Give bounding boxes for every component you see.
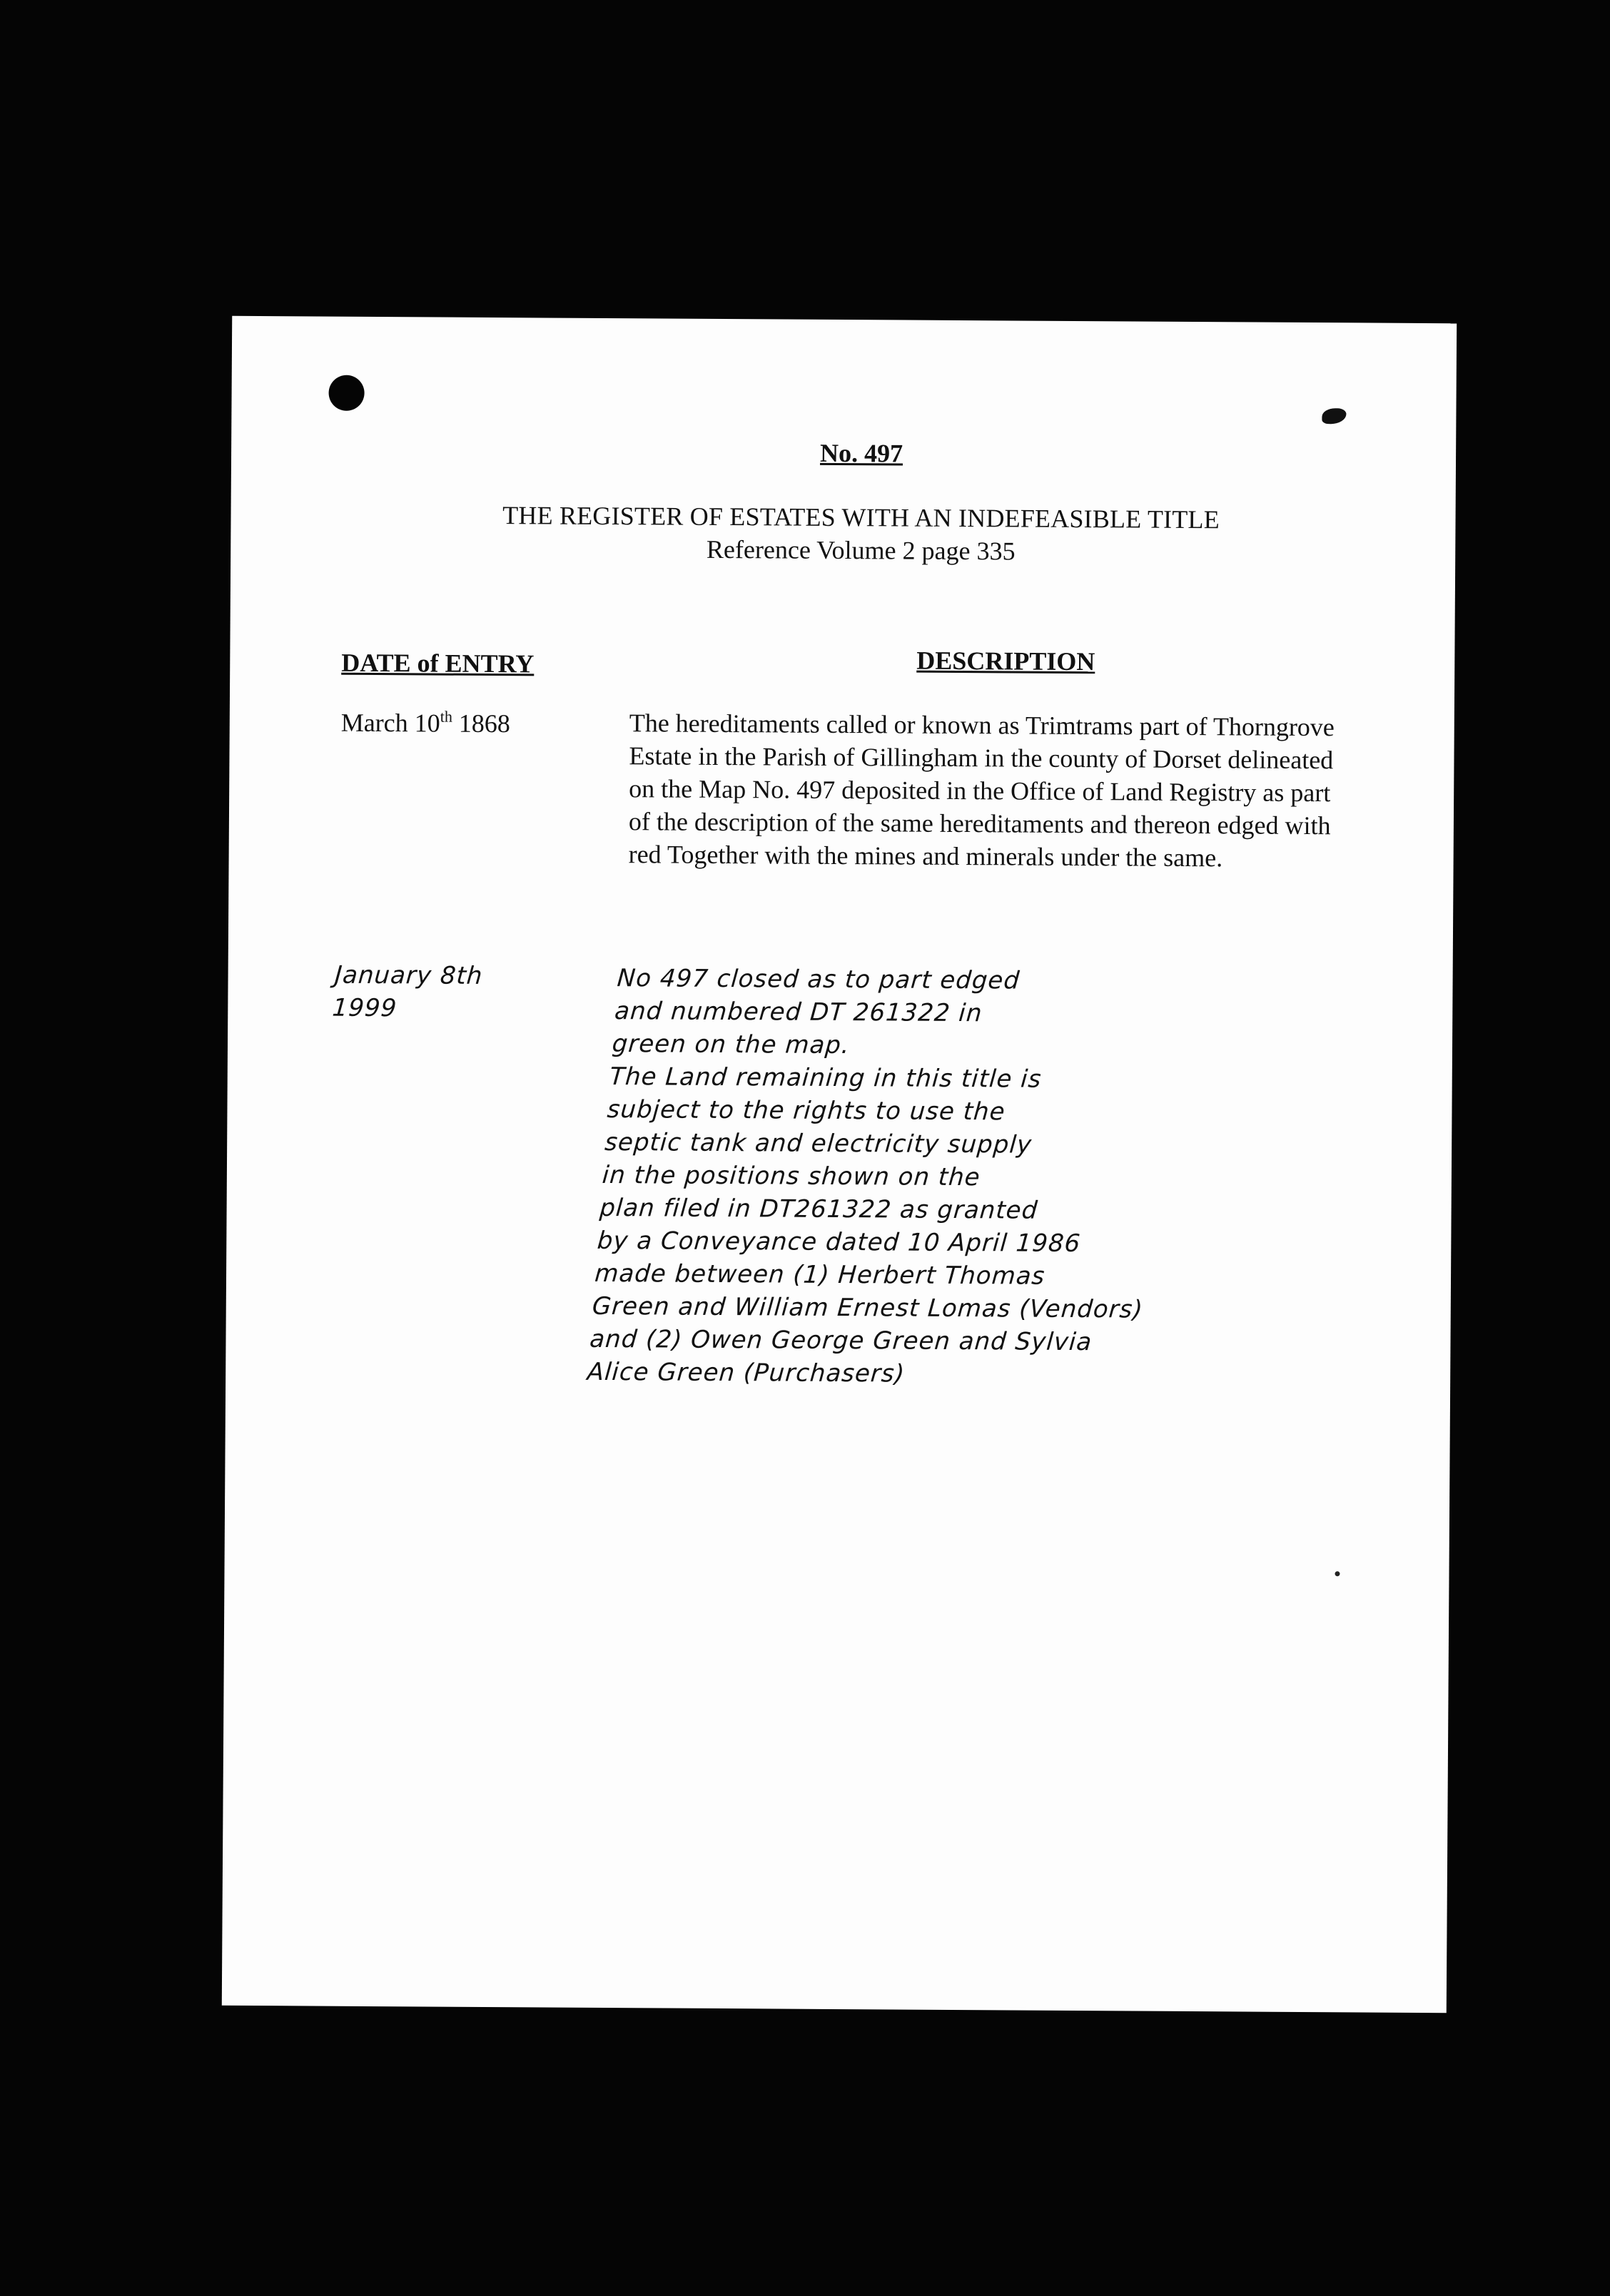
entry-date-suffix: th <box>440 707 452 726</box>
paper-speck <box>1335 1571 1340 1576</box>
handwritten-line: subject to the rights to use the <box>606 1095 1007 1127</box>
description-header: DESCRIPTION <box>916 646 1095 676</box>
handwritten-date-line: January 8th <box>333 960 484 990</box>
punch-hole <box>328 375 364 411</box>
handwritten-line: Alice Green (Purchasers) <box>586 1357 906 1388</box>
register-title: THE REGISTER OF ESTATES WITH AN INDEFEASIBLE TITLE <box>502 501 1220 534</box>
handwritten-note <box>586 962 1417 1393</box>
handwritten-line: in the positions shown on the <box>601 1160 982 1192</box>
handwritten-line: green on the map. <box>611 1030 851 1060</box>
handwritten-line: plan filed in DT261322 as granted <box>598 1193 1039 1225</box>
handwritten-line: made between (1) Herbert Thomas <box>593 1259 1046 1291</box>
handwritten-line: and numbered DT 261322 in <box>613 997 984 1028</box>
date-of-entry-header: DATE of ENTRY <box>341 648 535 679</box>
handwritten-line: Green and William Ernest Lomas (Vendors) <box>591 1291 1145 1324</box>
handwritten-line: and (2) Owen George Green and Sylvia <box>588 1324 1093 1357</box>
entry-date-month: March 10 <box>340 708 440 738</box>
handwritten-line: No 497 closed as to part edged <box>616 964 1021 995</box>
handwritten-date-line: 1999 <box>331 993 398 1023</box>
entry-date <box>341 708 510 738</box>
handwritten-line: The Land remaining in this title is <box>608 1062 1043 1094</box>
punch-mark <box>1322 408 1346 424</box>
handwritten-line: by a Conveyance dated 10 April 1986 <box>596 1226 1082 1259</box>
document-page <box>222 316 1457 2013</box>
entry-date-year: 1868 <box>458 708 510 738</box>
handwritten-line: septic tank and electricity supply <box>603 1128 1033 1159</box>
entry-description: The hereditaments called or known as Trimtrams part of Thorngrove Estate in the Parish of Gillingham in the county of Dorset delineated on the Map No. 497 deposited in the Office of Land Registry as part of the description of the same hereditaments and thereon edged with red Together with the mines and minerals under the same. <box>628 708 1335 873</box>
document-number: No. 497 <box>819 438 903 468</box>
handwritten-date <box>331 959 484 1025</box>
reference-line: Reference Volume 2 page 335 <box>706 534 1016 566</box>
